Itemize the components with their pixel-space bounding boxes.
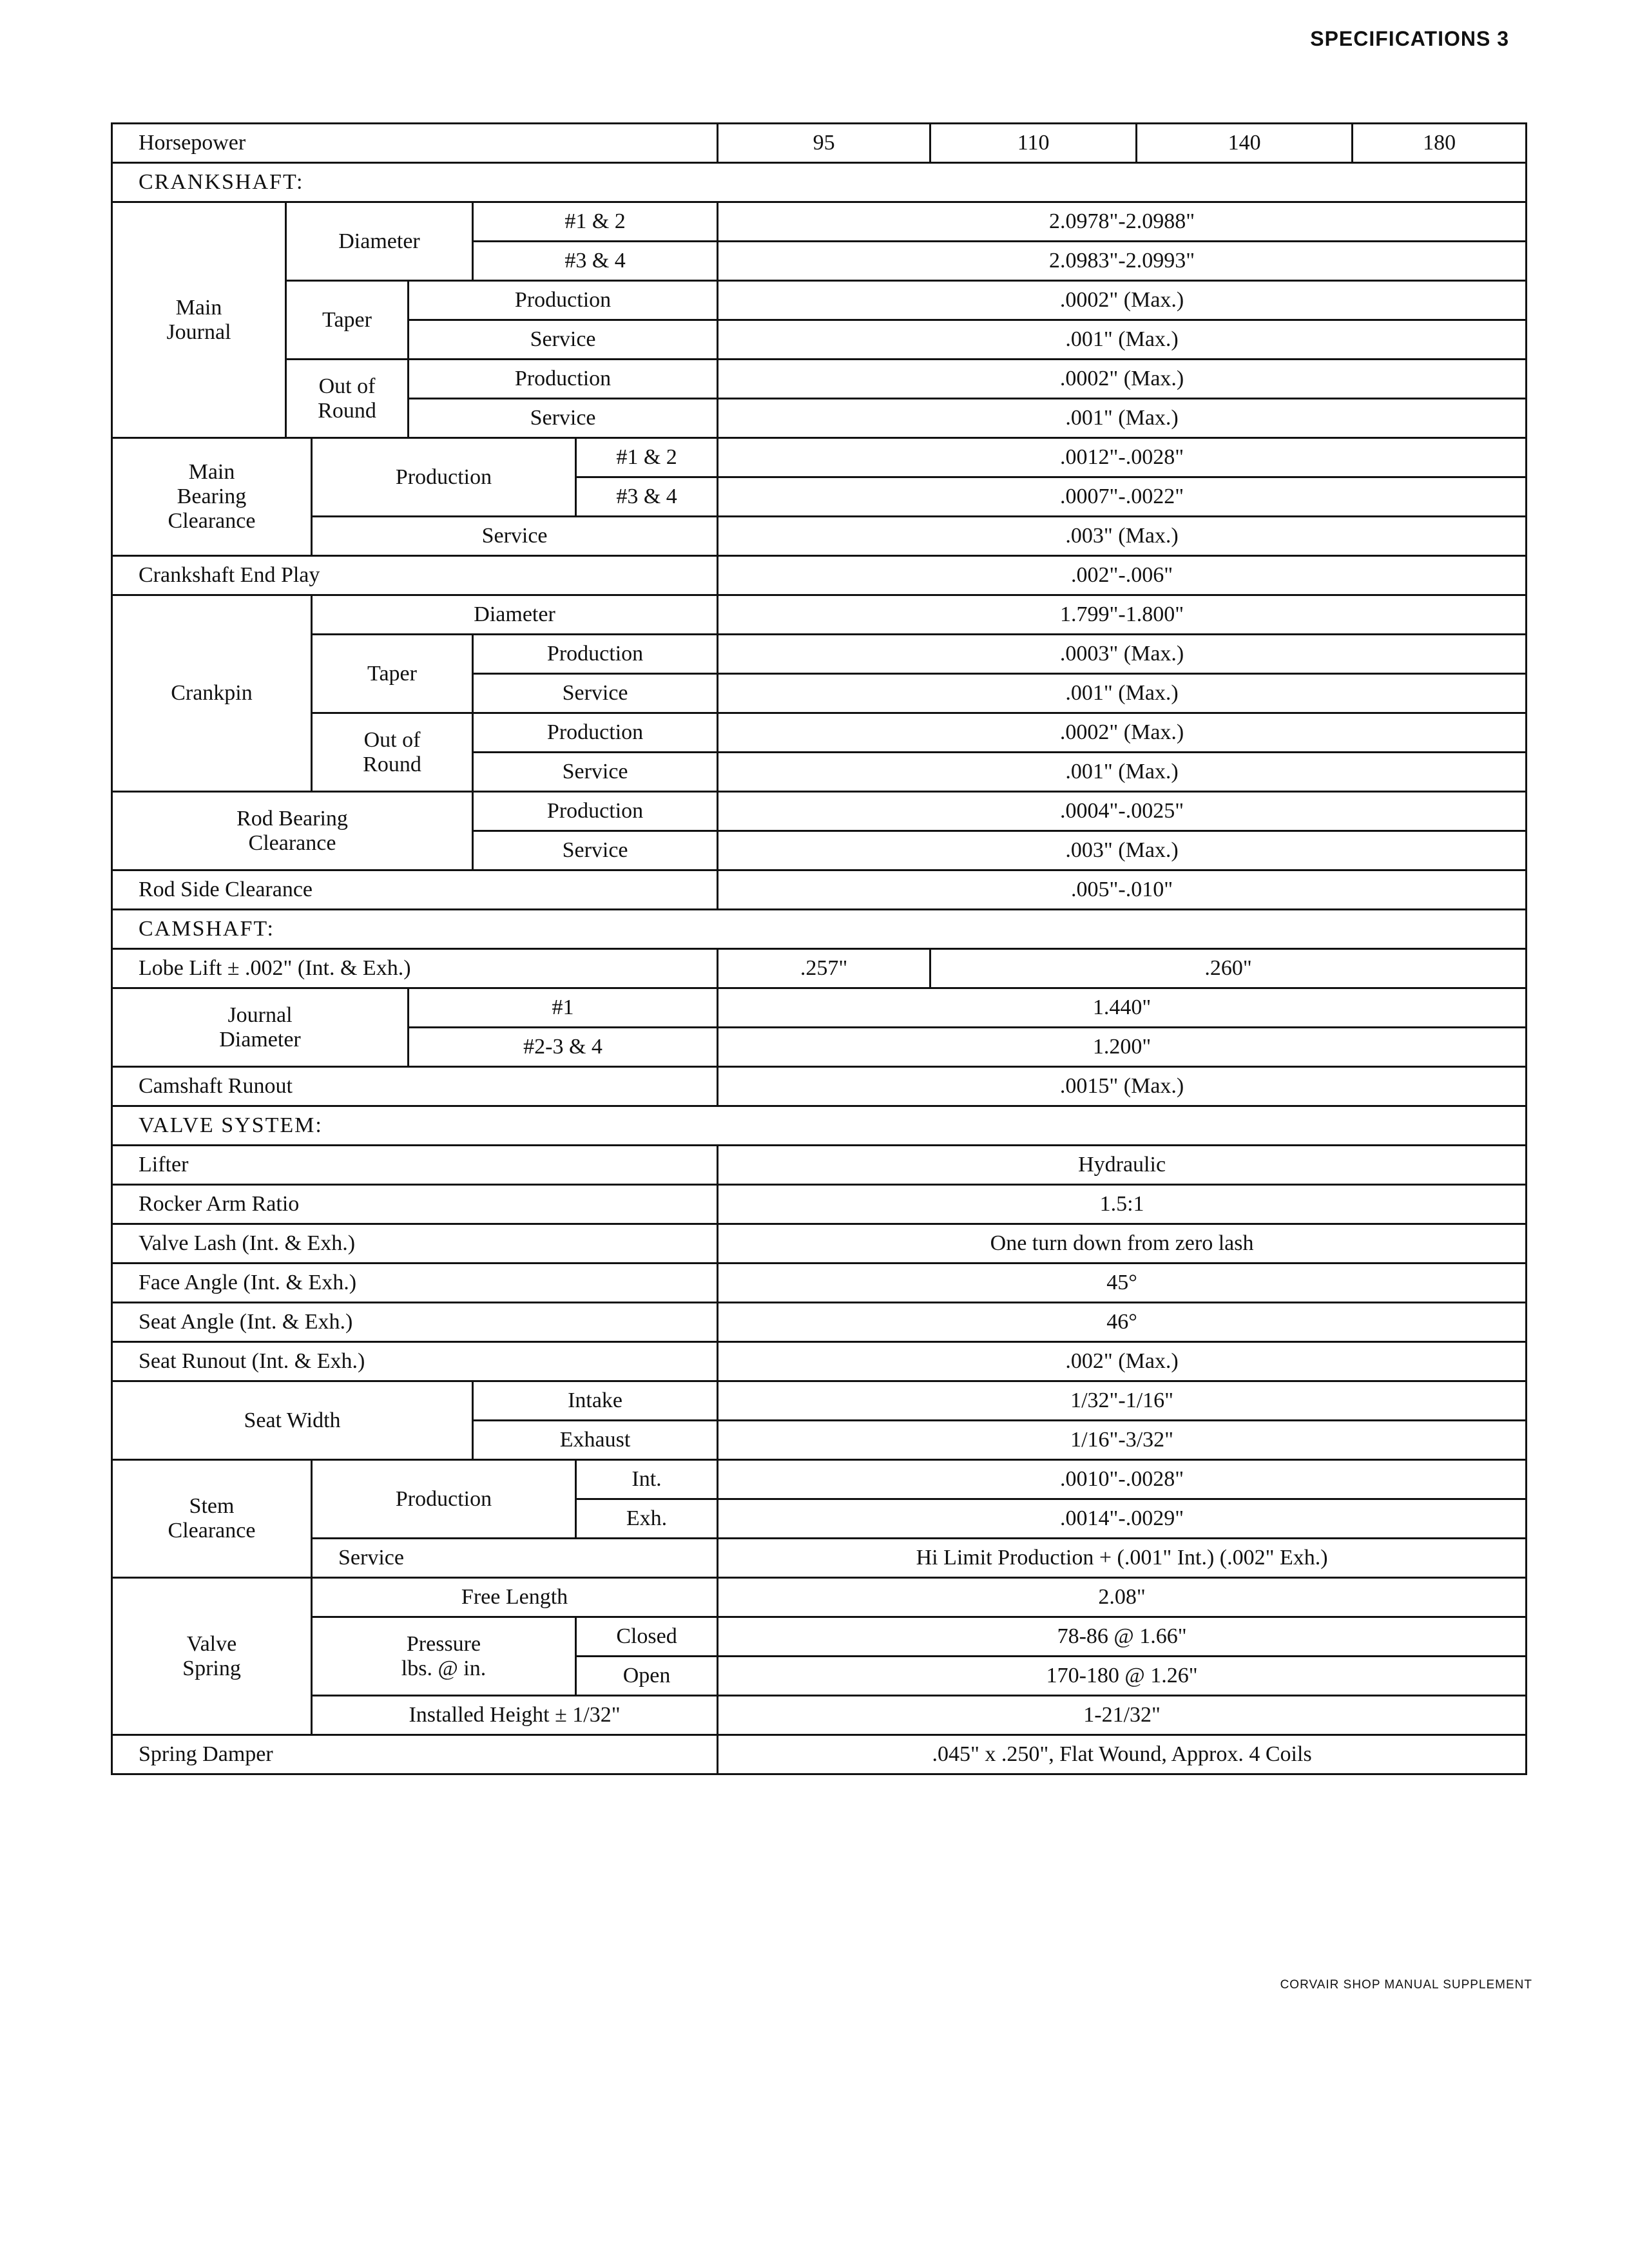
main-journal-oor-prod-value: .0002" (Max.) [718, 360, 1527, 399]
pressure-label-1: Pressure [406, 1631, 481, 1656]
main-journal-d34-label: #3 & 4 [473, 242, 718, 281]
main-bearing-label-2: Bearing [177, 485, 247, 508]
hp-180: 180 [1353, 124, 1527, 163]
crankpin-oor-prod-value: .0002" (Max.) [718, 713, 1527, 753]
journal-diameter-label [112, 988, 409, 1067]
horsepower-row [112, 124, 1527, 163]
main-bearing-production-label: Production [312, 438, 576, 517]
hp-95: 95 [718, 124, 930, 163]
pressure-open-value: 170-180 @ 1.26" [718, 1657, 1527, 1696]
stem-int-value: .0010"-.0028" [718, 1460, 1527, 1499]
table-row [112, 595, 1527, 635]
table-row [112, 1381, 1527, 1421]
seat-width-label: Seat Width [112, 1381, 473, 1460]
valve-spring-label-1: Valve [186, 1631, 237, 1656]
table-row [112, 870, 1527, 910]
stem-clearance-label-1: Stem [189, 1494, 235, 1518]
stem-clearance-label-2: Clearance [168, 1519, 256, 1542]
crankpin-taper-serv-value: .001" (Max.) [718, 674, 1527, 713]
installed-height-label: Installed Height ± 1/32" [312, 1696, 718, 1735]
crankpin-oor-label [312, 713, 473, 792]
pressure-closed-value: 78-86 @ 1.66" [718, 1617, 1527, 1657]
crankpin-taper-serv-label: Service [473, 674, 718, 713]
rod-bearing-prod-label: Production [473, 792, 718, 831]
crankpin-label: Crankpin [112, 595, 312, 792]
table-row [112, 988, 1527, 1028]
table-row [112, 281, 1527, 320]
crankpin-taper-prod-value: .0003" (Max.) [718, 635, 1527, 674]
journal-234-value: 1.200" [718, 1028, 1527, 1067]
table-row [112, 1185, 1527, 1224]
journal-diameter-label-2: Diameter [219, 1027, 301, 1052]
lifter-label: Lifter [112, 1146, 718, 1185]
stem-clearance-label [112, 1460, 312, 1578]
main-bearing-label [112, 438, 312, 556]
lifter-value: Hydraulic [718, 1146, 1527, 1185]
journal-1-label: #1 [409, 988, 718, 1028]
crankpin-taper-label: Taper [312, 635, 473, 713]
seat-width-exhaust-label: Exhaust [473, 1421, 718, 1460]
table-row [112, 1146, 1527, 1185]
section-row [112, 163, 1527, 202]
main-journal-label [112, 202, 286, 438]
pressure-label [312, 1617, 576, 1696]
camshaft-runout-value: .0015" (Max.) [718, 1067, 1527, 1106]
stem-int-label: Int. [576, 1460, 718, 1499]
journal-1-value: 1.440" [718, 988, 1527, 1028]
crankpin-oor-serv-label: Service [473, 753, 718, 792]
main-journal-oor-serv-label: Service [409, 399, 718, 438]
main-journal-taper-serv-value: .001" (Max.) [718, 320, 1527, 360]
table-row [112, 949, 1527, 988]
main-journal-oor-label [286, 360, 409, 438]
table-row [112, 202, 1527, 242]
stem-exh-label: Exh. [576, 1499, 718, 1539]
main-bearing-service-value: .003" (Max.) [718, 517, 1527, 556]
spring-damper-label: Spring Damper [112, 1735, 718, 1774]
table-row [112, 1224, 1527, 1264]
table-row [112, 635, 1527, 674]
page-header: SPECIFICATIONS 3 [1310, 27, 1509, 50]
rod-side-value: .005"-.010" [718, 870, 1527, 910]
table-row [112, 1460, 1527, 1499]
crankpin-taper-prod-label: Production [473, 635, 718, 674]
stem-service-label: Service [312, 1539, 718, 1578]
journal-diameter-label-1: Journal [227, 1003, 293, 1027]
pressure-open-label: Open [576, 1657, 718, 1696]
hp-140: 140 [1137, 124, 1353, 163]
rod-side-label: Rod Side Clearance [112, 870, 718, 910]
seat-width-exhaust-value: 1/16"-3/32" [718, 1421, 1527, 1460]
main-journal-taper-prod-label: Production [409, 281, 718, 320]
main-bearing-p34-label: #3 & 4 [576, 477, 718, 517]
seat-runout-value: .002" (Max.) [718, 1342, 1527, 1381]
table-row [112, 1578, 1527, 1617]
valve-lash-value: One turn down from zero lash [718, 1224, 1527, 1264]
section-row [112, 910, 1527, 949]
seat-angle-label: Seat Angle (Int. & Exh.) [112, 1303, 718, 1342]
face-angle-label: Face Angle (Int. & Exh.) [112, 1264, 718, 1303]
crankpin-oor-label-2: Round [363, 752, 421, 776]
face-angle-value: 45° [718, 1264, 1527, 1303]
table-row [112, 1696, 1527, 1735]
main-journal-oor-prod-label: Production [409, 360, 718, 399]
free-length-value: 2.08" [718, 1578, 1527, 1617]
specifications-table [111, 122, 1527, 1775]
seat-width-intake-value: 1/32"-1/16" [718, 1381, 1527, 1421]
lobe-lift-value-other: .260" [930, 949, 1527, 988]
crankpin-diameter-value: 1.799"-1.800" [718, 595, 1527, 635]
table-row [112, 1303, 1527, 1342]
crankpin-oor-serv-value: .001" (Max.) [718, 753, 1527, 792]
crankpin-diameter-label: Diameter [312, 595, 718, 635]
pressure-label-2: lbs. @ in. [401, 1656, 487, 1680]
crankpin-oor-label-1: Out of [363, 727, 421, 752]
seat-angle-value: 46° [718, 1303, 1527, 1342]
table-row [112, 1539, 1527, 1578]
hp-110: 110 [930, 124, 1137, 163]
section-row [112, 1106, 1527, 1146]
main-journal-taper-prod-value: .0002" (Max.) [718, 281, 1527, 320]
main-bearing-p12-value: .0012"-.0028" [718, 438, 1527, 477]
main-journal-oor-serv-value: .001" (Max.) [718, 399, 1527, 438]
crankpin-oor-prod-label: Production [473, 713, 718, 753]
end-play-value: .002"-.006" [718, 556, 1527, 595]
rod-bearing-prod-value: .0004"-.0025" [718, 792, 1527, 831]
stem-exh-value: .0014"-.0029" [718, 1499, 1527, 1539]
table-row [112, 438, 1527, 477]
page-footer: CORVAIR SHOP MANUAL SUPPLEMENT [1280, 1978, 1532, 1992]
main-bearing-service-label: Service [312, 517, 718, 556]
rocker-ratio-label: Rocker Arm Ratio [112, 1185, 718, 1224]
seat-width-intake-label: Intake [473, 1381, 718, 1421]
installed-height-value: 1-21/32" [718, 1696, 1527, 1735]
main-journal-oor-label-1: Out of [318, 374, 376, 398]
main-journal-oor-label-2: Round [318, 398, 376, 423]
end-play-label: Crankshaft End Play [112, 556, 718, 595]
main-journal-d12-value: 2.0978"-2.0988" [718, 202, 1527, 242]
camshaft-section-title: CAMSHAFT: [112, 910, 1527, 949]
table-row [112, 1735, 1527, 1774]
seat-runout-label: Seat Runout (Int. & Exh.) [112, 1342, 718, 1381]
lobe-lift-value-95: .257" [718, 949, 930, 988]
rod-bearing-serv-value: .003" (Max.) [718, 831, 1527, 870]
table-row [112, 517, 1527, 556]
valve-system-section-title: VALVE SYSTEM: [112, 1106, 1527, 1146]
main-journal-d12-label: #1 & 2 [473, 202, 718, 242]
table-row [112, 792, 1527, 831]
main-journal-d34-value: 2.0983"-2.0993" [718, 242, 1527, 281]
main-journal-diameter-label: Diameter [286, 202, 473, 281]
pressure-closed-label: Closed [576, 1617, 718, 1657]
main-journal-taper-serv-label: Service [409, 320, 718, 360]
table-row [112, 1342, 1527, 1381]
main-bearing-p12-label: #1 & 2 [576, 438, 718, 477]
rod-bearing-label-1: Rod Bearing [236, 806, 348, 831]
main-bearing-p34-value: .0007"-.0022" [718, 477, 1527, 517]
rod-bearing-serv-label: Service [473, 831, 718, 870]
free-length-label: Free Length [312, 1578, 718, 1617]
main-bearing-label-1: Main [188, 460, 235, 484]
main-bearing-label-3: Clearance [168, 509, 256, 533]
camshaft-runout-label: Camshaft Runout [112, 1067, 718, 1106]
main-journal-label-2: Journal [166, 320, 231, 344]
stem-service-value: Hi Limit Production + (.001" Int.) (.002" Exh.) [718, 1539, 1527, 1578]
table-row [112, 713, 1527, 753]
main-journal-taper-label: Taper [286, 281, 409, 360]
table-row [112, 1617, 1527, 1657]
valve-spring-label-2: Spring [182, 1656, 241, 1680]
table-row [112, 1067, 1527, 1106]
rod-bearing-label-2: Clearance [248, 831, 336, 855]
valve-lash-label: Valve Lash (Int. & Exh.) [112, 1224, 718, 1264]
lobe-lift-label: Lobe Lift ± .002" (Int. & Exh.) [112, 949, 718, 988]
table-row [112, 360, 1527, 399]
table-row [112, 556, 1527, 595]
valve-spring-label [112, 1578, 312, 1735]
crankshaft-section-title: CRANKSHAFT: [112, 163, 1527, 202]
journal-234-label: #2-3 & 4 [409, 1028, 718, 1067]
main-journal-label-1: Main [175, 295, 222, 320]
stem-production-label: Production [312, 1460, 576, 1539]
rocker-ratio-value: 1.5:1 [718, 1185, 1527, 1224]
rod-bearing-label [112, 792, 473, 870]
horsepower-label: Horsepower [112, 124, 718, 163]
spring-damper-value: .045" x .250", Flat Wound, Approx. 4 Coils [718, 1735, 1527, 1774]
table-row [112, 1264, 1527, 1303]
